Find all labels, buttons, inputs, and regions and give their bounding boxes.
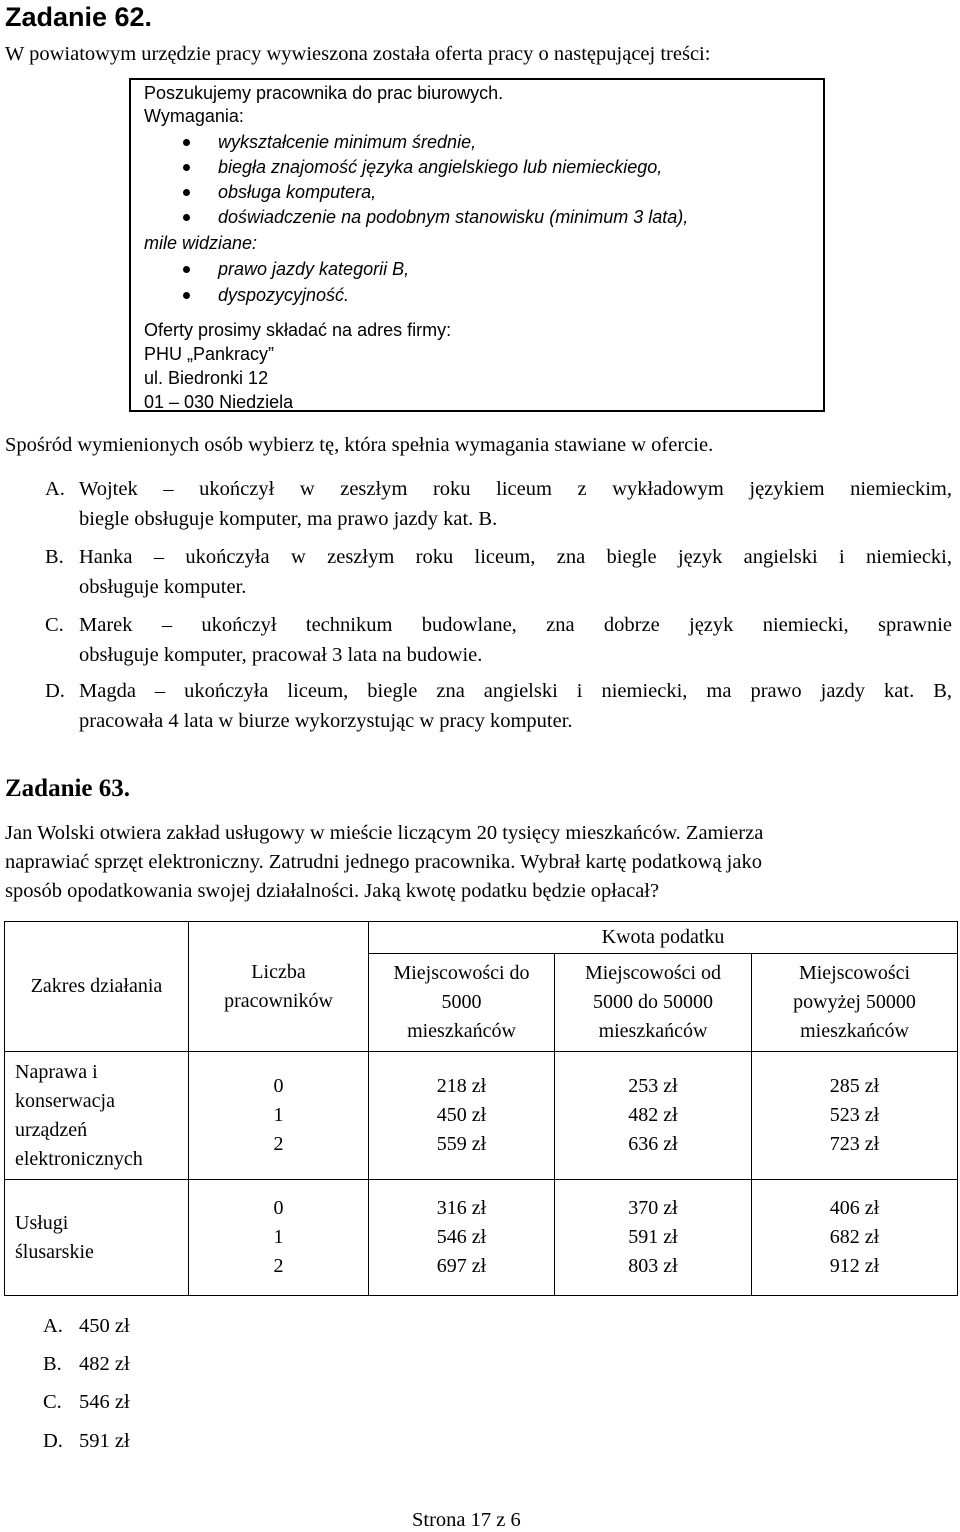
table-cell-workers: 0 1 2 bbox=[189, 1052, 369, 1180]
option-text-line2: obsługuje komputer. bbox=[79, 576, 247, 598]
table-cell-scope: Usługi ślusarskie bbox=[5, 1180, 189, 1296]
option-label: A. bbox=[45, 478, 65, 500]
offer-requirement-item: obsługa komputera, bbox=[218, 182, 377, 202]
option-text-line1: Wojtek – ukończył w zeszłym roku liceum z wykładowym językiem niemieckim, bbox=[79, 478, 952, 500]
offer-welcome-item: prawo jazdy kategorii B, bbox=[218, 259, 410, 279]
bullet-icon bbox=[183, 266, 190, 273]
answer-option-b bbox=[45, 545, 952, 599]
page-footer: Strona 17 z 6 bbox=[412, 1509, 521, 1531]
table-header-scope: Zakres działania bbox=[5, 922, 189, 1052]
offer-address-line: ul. Biedronki 12 bbox=[144, 368, 269, 388]
bullet-icon bbox=[183, 139, 190, 146]
tax-rate-table bbox=[4, 921, 958, 1296]
table-row bbox=[5, 1052, 958, 1180]
bullet-icon bbox=[183, 214, 190, 221]
option-label: C. bbox=[45, 614, 64, 636]
table-cell-scope: Naprawa i konserwacja urządzeń elektronicznych bbox=[5, 1052, 189, 1180]
answer-d: D. 591 zł bbox=[43, 1430, 130, 1452]
option-label: D. bbox=[45, 680, 65, 702]
answer-a: A. 450 zł bbox=[43, 1315, 130, 1337]
option-text-line2: obsługuje komputer, pracował 3 lata na budowie. bbox=[79, 644, 483, 666]
table-cell-value: 218 zł 450 zł 559 zł bbox=[369, 1052, 555, 1180]
answer-b: B. 482 zł bbox=[43, 1353, 130, 1375]
offer-requirement-item: wykształcenie minimum średnie, bbox=[218, 132, 477, 152]
option-text-line2: biegle obsługuje komputer, ma prawo jazdy kat. B. bbox=[79, 508, 498, 530]
job-offer-box bbox=[129, 78, 825, 412]
task63-text-line: Jan Wolski otwiera zakład usługowy w mieście liczącym 20 tysięcy mieszkańców. Zamierza bbox=[5, 822, 764, 844]
table-header-workers: Liczba pracowników bbox=[189, 922, 369, 1052]
offer-headline: Poszukujemy pracownika do prac biurowych. bbox=[144, 83, 504, 103]
table-cell-value: 285 zł 523 zł 723 zł bbox=[752, 1052, 958, 1180]
table-header-col-large: Miejscowości powyżej 50000 mieszkańców bbox=[752, 954, 958, 1052]
task62-intro: W powiatowym urzędzie pracy wywieszona została oferta pracy o następującej treści: bbox=[5, 43, 711, 65]
table-header-tax-amount: Kwota podatku bbox=[369, 922, 958, 954]
answer-option-a bbox=[45, 477, 952, 531]
bullet-icon bbox=[183, 292, 190, 299]
offer-welcome-label: mile widziane: bbox=[144, 233, 258, 253]
table-cell-value: 406 zł 682 zł 912 zł bbox=[752, 1180, 958, 1296]
table-cell-workers: 0 1 2 bbox=[189, 1180, 369, 1296]
answer-option-c bbox=[45, 613, 952, 667]
task63-text-line: sposób opodatkowania swojej działalności. Jaką kwotę podatku będzie opłacał? bbox=[5, 880, 660, 902]
task62-question: Spośród wymienionych osób wybierz tę, która spełnia wymagania stawiane w ofercie. bbox=[5, 434, 714, 456]
table-header-col-medium: Miejscowości od 5000 do 50000 mieszkańców bbox=[555, 954, 752, 1052]
offer-address-line: 01 – 030 Niedziela bbox=[144, 392, 294, 412]
table-header-col-small: Miejscowości do 5000 mieszkańców bbox=[369, 954, 555, 1052]
answer-c: C. 546 zł bbox=[43, 1391, 130, 1413]
bullet-icon bbox=[183, 189, 190, 196]
option-text-line1: Hanka – ukończyła w zeszłym roku liceum, zna biegle język angielski i niemiecki, bbox=[79, 546, 952, 568]
bullet-icon bbox=[183, 164, 190, 171]
table-cell-value: 370 zł 591 zł 803 zł bbox=[555, 1180, 752, 1296]
task63-title: Zadanie 63. bbox=[5, 775, 131, 802]
offer-address-line: Oferty prosimy składać na adres firmy: bbox=[144, 320, 452, 340]
answer-option-d bbox=[45, 679, 952, 733]
option-text-line1: Marek – ukończył technikum budowlane, zna dobrze język niemiecki, sprawnie bbox=[79, 614, 952, 636]
option-label: B. bbox=[45, 546, 64, 568]
task63-text-line: naprawiać sprzęt elektroniczny. Zatrudni jednego pracownika. Wybrał kartę podatkową jako bbox=[5, 851, 762, 873]
offer-requirements-label: Wymagania: bbox=[144, 106, 244, 126]
table-row bbox=[5, 1180, 958, 1296]
table-cell-value: 253 zł 482 zł 636 zł bbox=[555, 1052, 752, 1180]
offer-requirement-item: doświadczenie na podobnym stanowisku (minimum 3 lata), bbox=[218, 207, 689, 227]
option-text-line1: Magda – ukończyła liceum, biegle zna angielski i niemiecki, ma prawo jazdy kat. B, bbox=[79, 680, 952, 702]
offer-welcome-item: dyspozycyjność. bbox=[218, 285, 350, 305]
table-cell-value: 316 zł 546 zł 697 zł bbox=[369, 1180, 555, 1296]
offer-address-line: PHU „Pankracy” bbox=[144, 344, 275, 364]
task62-title: Zadanie 62. bbox=[5, 2, 153, 32]
option-text-line2: pracowała 4 lata w biurze wykorzystując w pracy komputer. bbox=[79, 710, 573, 732]
offer-requirement-item: biegła znajomość języka angielskiego lub niemieckiego, bbox=[218, 157, 663, 177]
